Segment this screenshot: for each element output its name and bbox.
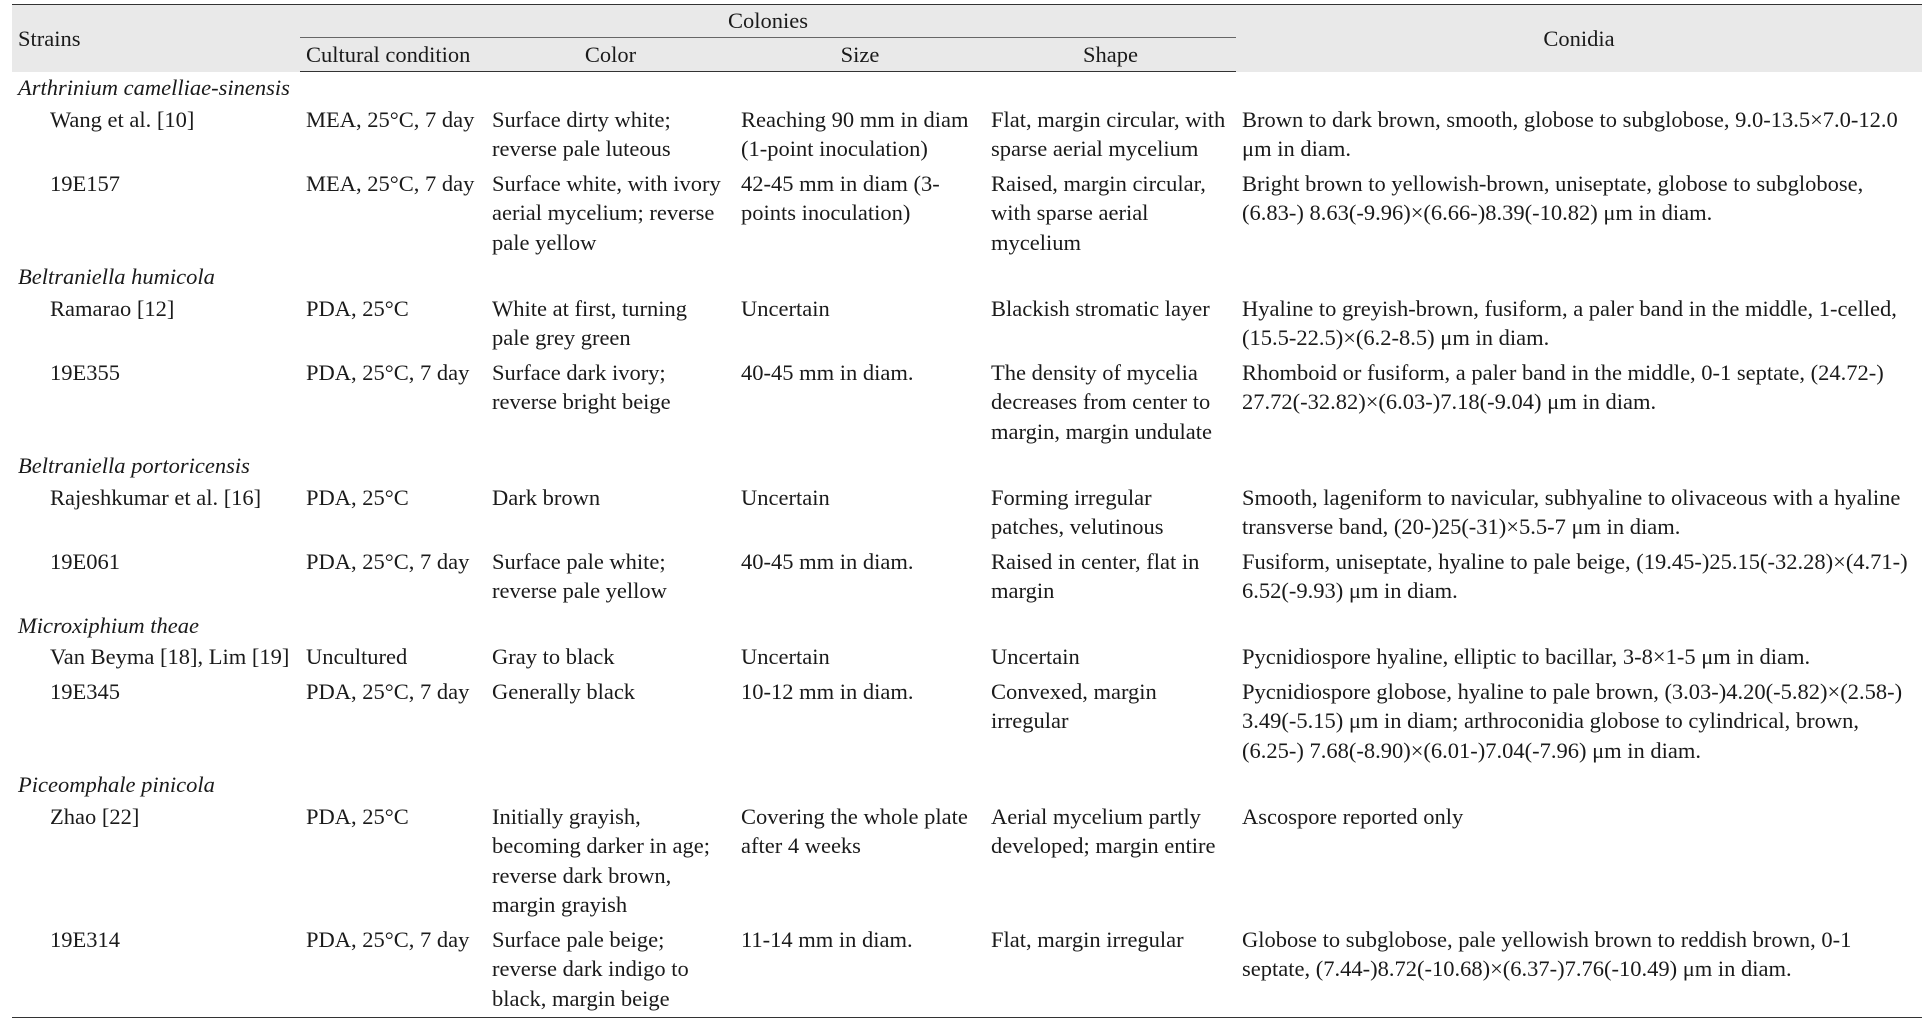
- species-name: Piceomphale pinicola: [18, 772, 215, 797]
- cell-shape: Flat, margin circular, with sparse aerial mycelium: [991, 106, 1226, 161]
- cell-color: White at first, turning pale grey green: [492, 295, 687, 350]
- cell-size: Uncertain: [741, 295, 830, 321]
- cell-color: Dark brown: [492, 484, 601, 510]
- table-row: [12, 168, 1922, 262]
- cell-size: Covering the whole plate after 4 weeks: [741, 803, 968, 858]
- cell-condition: PDA, 25°C: [306, 295, 409, 321]
- header-size: Size: [735, 38, 985, 72]
- cell-shape: Convexed, margin irregular: [991, 678, 1157, 733]
- cell-strain: 19E157: [50, 170, 120, 196]
- table-row: [12, 676, 1922, 770]
- cell-conidia: Fusiform, uniseptate, hyaline to pale beige, (19.45-)25.15(-32.28)×(4.71-) 6.52(-9.93) μm in diam.: [1242, 548, 1908, 603]
- species-name: Microxiphium theae: [18, 612, 199, 638]
- cell-size: 42-45 mm in diam (3-points inoculation): [741, 170, 940, 225]
- cell-size: Uncertain: [741, 484, 830, 510]
- cell-conidia: Pycnidiospore globose, hyaline to pale brown, (3.03-)4.20(-5.82)×(2.58-) 3.49(-5.15) μm in diam; arthroconidia globose to cylindrical, brown, (6.25-) 7.68(-8.90)×(6.01-)7.04(-7.96) μm in diam.: [1242, 678, 1903, 763]
- cell-conidia: Pycnidiospore hyaline, elliptic to bacillar, 3-8×1-5 μm in diam.: [1242, 644, 1811, 669]
- cell-strain: 19E355: [50, 359, 120, 385]
- cell-condition: PDA, 25°C, 7 day: [306, 548, 470, 574]
- cell-strain: Van Beyma [18], Lim [19]: [50, 644, 290, 669]
- cell-shape: Flat, margin irregular: [985, 924, 1236, 1018]
- strains-comparison-table: [12, 4, 1922, 1018]
- cell-strain: Rajeshkumar et al. [16]: [50, 484, 262, 510]
- species-name: Arthrinium camelliae-sinensis: [18, 75, 290, 100]
- species-row: [12, 450, 1922, 482]
- species-row: [12, 72, 1922, 104]
- cell-strain: Zhao [22]: [50, 803, 140, 829]
- table-row: [12, 357, 1922, 451]
- cell-shape: Aerial mycelium partly developed; margin entire: [991, 803, 1216, 858]
- species-name: Beltraniella humicola: [18, 264, 215, 289]
- cell-strain: 19E314: [12, 924, 300, 1018]
- cell-size: Uncertain: [741, 644, 830, 669]
- cell-shape: Blackish stromatic layer: [991, 295, 1210, 321]
- cell-condition: PDA, 25°C: [306, 484, 409, 510]
- cell-condition: PDA, 25°C, 7 day: [300, 924, 486, 1018]
- header-conidia: Conidia: [1236, 5, 1922, 72]
- cell-size: 11-14 mm in diam.: [735, 924, 985, 1018]
- species-row: [12, 261, 1922, 293]
- cell-condition: PDA, 25°C, 7 day: [306, 678, 470, 704]
- cell-conidia: Bright brown to yellowish-brown, uniseptate, globose to subglobose, (6.83-) 8.63(-9.96)×(6.66-)8.39(-10.82) μm in diam.: [1242, 170, 1864, 225]
- cell-color: Initially grayish, becoming darker in age; reverse dark brown, margin grayish: [492, 803, 711, 917]
- cell-conidia: Brown to dark brown, smooth, globose to subglobose, 9.0-13.5×7.0-12.0 μm in diam.: [1242, 106, 1898, 161]
- cell-color: Surface pale white; reverse pale yellow: [492, 548, 667, 603]
- cell-color: Surface white, with ivory aerial mycelium; reverse pale yellow: [492, 170, 721, 255]
- header-shape: Shape: [985, 38, 1236, 72]
- cell-color: Gray to black: [492, 644, 615, 669]
- cell-condition: MEA, 25°C, 7 day: [306, 170, 475, 196]
- cell-color: Surface pale beige; reverse dark indigo to black, margin beige: [486, 924, 735, 1018]
- table-row: [12, 801, 1922, 924]
- cell-shape: The density of mycelia decreases from center to margin, margin undulate: [991, 359, 1213, 444]
- cell-shape: Raised, margin circular, with sparse aerial mycelium: [991, 170, 1206, 255]
- species-row: [12, 769, 1922, 801]
- cell-condition: MEA, 25°C, 7 day: [306, 106, 475, 132]
- cell-size: Reaching 90 mm in diam (1-point inoculation): [741, 106, 969, 161]
- cell-color: Surface dark ivory; reverse bright beige: [492, 359, 671, 414]
- table-row: [12, 641, 1922, 676]
- cell-conidia: Hyaline to greyish-brown, fusiform, a paler band in the middle, 1-celled, (15.5-22.5)×(6.2-8.5) μm in diam.: [1242, 295, 1897, 350]
- table-row: [12, 546, 1922, 610]
- cell-condition: PDA, 25°C: [306, 803, 409, 829]
- table-container: [12, 4, 1922, 1018]
- header-cultural-condition: Cultural condition: [300, 38, 486, 72]
- table-row: [12, 104, 1922, 168]
- cell-shape: Uncertain: [991, 644, 1080, 669]
- cell-condition: PDA, 25°C, 7 day: [306, 359, 470, 385]
- table-row: [12, 924, 1922, 1018]
- cell-size: 10-12 mm in diam.: [741, 678, 914, 704]
- header-strains: Strains: [12, 5, 300, 72]
- cell-conidia: Smooth, lageniform to navicular, subhyaline to olivaceous with a hyaline transverse band, (20-)25(-31)×5.5-7 μm in diam.: [1242, 484, 1901, 539]
- cell-size: 40-45 mm in diam.: [741, 548, 914, 574]
- table-row: [12, 482, 1922, 546]
- cell-strain: 19E061: [50, 548, 120, 574]
- cell-shape: Raised in center, flat in margin: [991, 548, 1200, 603]
- header-colonies: Colonies: [300, 5, 1236, 38]
- cell-shape: Forming irregular patches, velutinous: [991, 484, 1164, 539]
- table-header: [12, 5, 1922, 72]
- cell-condition: Uncultured: [306, 644, 408, 669]
- cell-strain: Ramarao [12]: [50, 295, 175, 321]
- cell-color: Generally black: [492, 678, 636, 704]
- header-color: Color: [486, 38, 735, 72]
- cell-conidia: Rhomboid or fusiform, a paler band in the middle, 0-1 septate, (24.72-) 27.72(-32.82)×(6.03-)7.18(-9.04) μm in diam.: [1242, 359, 1884, 414]
- species-name: Beltraniella portoricensis: [18, 453, 250, 478]
- cell-size: 40-45 mm in diam.: [741, 359, 914, 385]
- cell-strain: 19E345: [50, 678, 120, 704]
- cell-color: Surface dirty white; reverse pale luteous: [492, 106, 671, 161]
- cell-conidia: Globose to subglobose, pale yellowish brown to reddish brown, 0-1 septate, (7.44-)8.72(-10.68)×(6.37-)7.76(-10.49) μm in diam.: [1236, 924, 1922, 1018]
- cell-strain: Wang et al. [10]: [50, 106, 195, 132]
- table-row: [12, 293, 1922, 357]
- cell-conidia: Ascospore reported only: [1242, 803, 1464, 829]
- table-body: [12, 72, 1922, 1018]
- species-row: [12, 610, 1922, 642]
